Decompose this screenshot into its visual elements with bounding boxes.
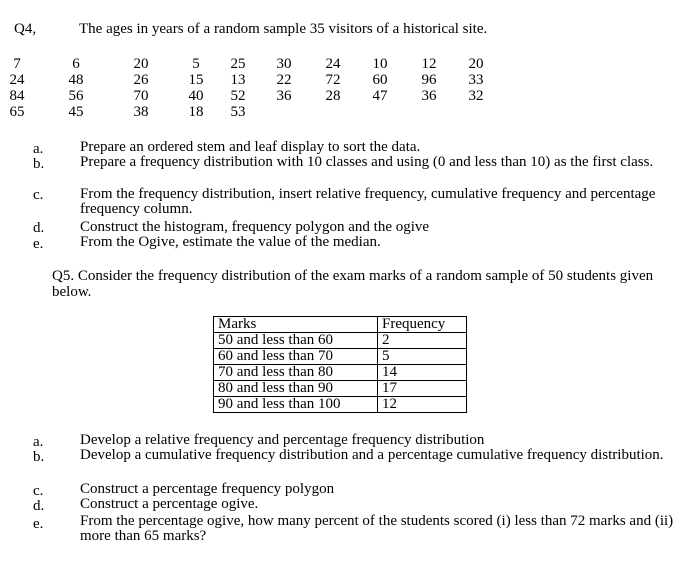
age-value: 22 [276,72,292,88]
age-value: 20 [468,56,484,72]
table-cell-frequency: 12 [378,397,467,413]
q4-item-e-letter: e. [33,236,44,252]
age-value: 36 [421,88,437,104]
age-value: 10 [372,56,388,72]
table-row [214,365,467,381]
age-value: 30 [276,56,292,72]
table-header-row [214,317,467,333]
q5-item-d-letter: d. [33,498,45,514]
age-value: 36 [276,88,292,104]
table-header-marks: Marks [214,317,378,333]
table-row [214,333,467,349]
age-value: 38 [133,104,149,120]
age-value: 5 [192,56,200,72]
q4-item-b-text: Prepare a frequency distribution with 10 classes and using (0 and less than 10) as the first class. [80,154,654,170]
q5-item-c-letter: c. [33,483,44,499]
q5-item-c-text: Construct a percentage frequency polygon [80,481,335,497]
table-cell-frequency: 17 [378,381,467,397]
age-value: 60 [372,72,388,88]
q4-item-e-text: From the Ogive, estimate the value of the median. [80,234,381,250]
table-row [214,397,467,413]
q4-item-d-text: Construct the histogram, frequency polygon and the ogive [80,219,430,235]
age-value: 47 [372,88,388,104]
age-value: 32 [468,88,484,104]
q5-item-d-text: Construct a percentage ogive. [80,496,259,512]
age-value: 7 [13,56,21,72]
table-cell-marks: 50 and less than 60 [214,333,378,349]
age-value: 84 [9,88,25,104]
q4-item-a-letter: a. [33,141,44,157]
age-value: 24 [325,56,341,72]
question-4-title: The ages in years of a random sample 35 visitors of a historical site. [79,21,488,37]
table-row [214,381,467,397]
age-value: 48 [68,72,84,88]
question-5-text: Q5. Consider the frequency distribution of the exam marks of a random sample of 50 students given below. [52,268,654,300]
q4-item-c-text: From the frequency distribution, insert relative frequency, cumulative frequency and percentage frequency column. [80,186,656,217]
q4-item-a-text: Prepare an ordered stem and leaf display to sort the data. [80,139,421,155]
table-cell-frequency: 5 [378,349,467,365]
age-value: 18 [188,104,204,120]
age-value: 53 [230,104,246,120]
age-value: 70 [133,88,149,104]
q5-item-a-letter: a. [33,434,44,450]
table-cell-marks: 80 and less than 90 [214,381,378,397]
age-value: 25 [230,56,246,72]
age-value: 24 [9,72,25,88]
age-value: 28 [325,88,341,104]
table-cell-marks: 70 and less than 80 [214,365,378,381]
age-value: 56 [68,88,84,104]
age-value: 72 [325,72,341,88]
q5-item-e-text: From the percentage ogive, how many percent of the students scored (i) less than 72 marks and (ii) more than 65 marks? [80,513,674,544]
table-cell-frequency: 2 [378,333,467,349]
age-value: 33 [468,72,484,88]
age-value: 6 [72,56,80,72]
q5-item-e-letter: e. [33,516,44,532]
q4-item-d-letter: d. [33,220,45,236]
q4-item-b-letter: b. [33,156,45,172]
table-cell-marks: 90 and less than 100 [214,397,378,413]
q5-item-b-letter: b. [33,449,45,465]
age-value: 26 [133,72,149,88]
table-row [214,349,467,365]
age-value: 20 [133,56,149,72]
age-value: 12 [421,56,437,72]
age-value: 45 [68,104,84,120]
age-value: 96 [421,72,437,88]
age-value: 40 [188,88,204,104]
age-value: 65 [9,104,25,120]
table-cell-marks: 60 and less than 70 [214,349,378,365]
age-value: 13 [230,72,246,88]
frequency-table [213,316,467,413]
q5-item-a-text: Develop a relative frequency and percentage frequency distribution [80,432,485,448]
table-cell-frequency: 14 [378,365,467,381]
age-value: 15 [188,72,204,88]
table-header-frequency: Frequency [378,317,467,333]
age-value: 52 [230,88,246,104]
question-4-number: Q4, [14,21,37,37]
q5-item-b-text: Develop a cumulative frequency distribution and a percentage cumulative frequency distribution. [80,447,664,463]
q4-item-c-letter: c. [33,187,44,203]
